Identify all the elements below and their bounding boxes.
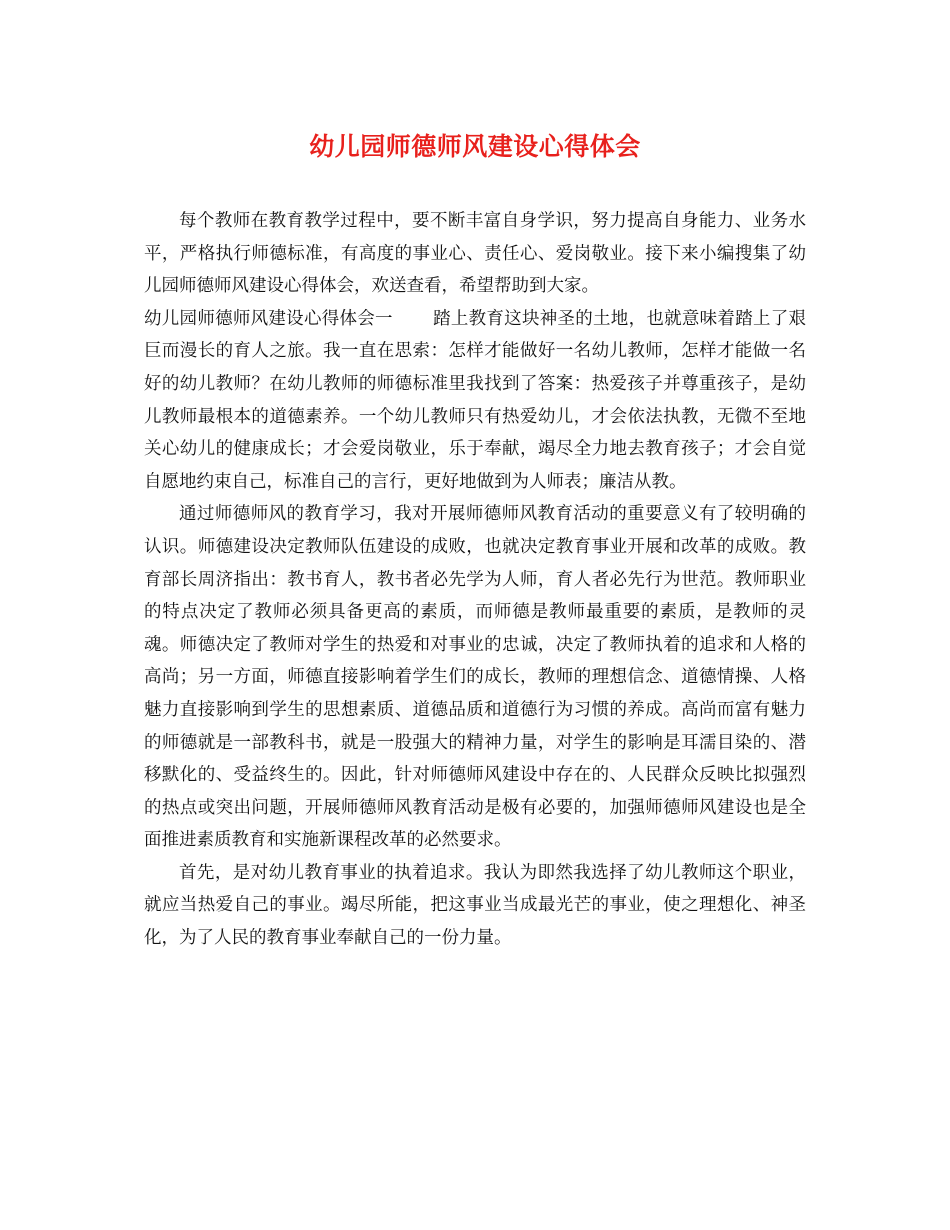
document-title: 幼儿园师德师风建设心得体会	[309, 132, 641, 161]
paragraph-three: 首先，是对幼儿教育事业的执着追求。我认为即然我选择了幼儿教师这个职业，就应当热爱自己的事业。竭尽所能，把这事业当成最光芒的事业，使之理想化、神圣化，为了人民的教育事业奉献自己的一份力量。	[144, 862, 806, 949]
paragraph-two: 通过师德师风的教育学习，我对开展师德师风教育活动的重要意义有了较明确的认识。师德建设决定教师队伍建设的成败，也就决定教育事业开展和改革的成败。教育部长周济指出：教书育人，教书者必先学为人师，育人者必先行为世范。教师职业的特点决定了教师必须具备更高的素质，而师德是教师最重要的素质，是教师的灵魂。师德决定了教师对学生的热爱和对事业的忠诚，决定了教师执着的追求和人格的高尚；另一方面，师德直接影响着学生们的成长，教师的理想信念、道德情操、人格魅力直接影响到学生的思想素质、道德品质和道德行为习惯的养成。高尚而富有魅力的师德就是一部教科书，就是一股强大的精神力量，对学生的影响是耳濡目染的、潜移默化的、受益终生的。因此，针对师德师风建设中存在的、人民群众反映比拟强烈的热点或突出问题，开展师德师风教育活动是极有必要的，加强师德师风建设也是全面推进素质教育和实施新课程改革的必然要求。	[144, 504, 806, 851]
intro-paragraph: 每个教师在教育教学过程中，要不断丰富自身学识，努力提高自身能力、业务水平，严格执行师德标准，有高度的事业心、责任心、爱岗敬业。接下来小编搜集了幼儿园师德师风建设心得体会，欢送查看，希望帮助到大家。	[144, 211, 806, 297]
document-body	[144, 205, 806, 955]
section-one-text: 踏上教育这块神圣的土地，也就意味着踏上了艰巨而漫长的育人之旅。我一直在思索：怎样才能做好一名幼儿教师，怎样才能做一名好的幼儿教师？在幼儿教师的师德标准里我找到了答案：热爱孩子并尊重孩子，是幼儿教师最根本的道德素养。一个幼儿教师只有热爱幼儿，才会依法执教，无微不至地关心幼儿的健康成长；才会爱岗敬业，乐于奉献，竭尽全力地去教育孩子；才会自觉自愿地约束自己，标准自己的言行，更好地做到为人师表；廉洁从教。	[144, 308, 807, 492]
section-one-paragraph	[144, 303, 806, 499]
section-one-heading: 幼儿园师德师风建设心得体会一	[144, 308, 393, 329]
